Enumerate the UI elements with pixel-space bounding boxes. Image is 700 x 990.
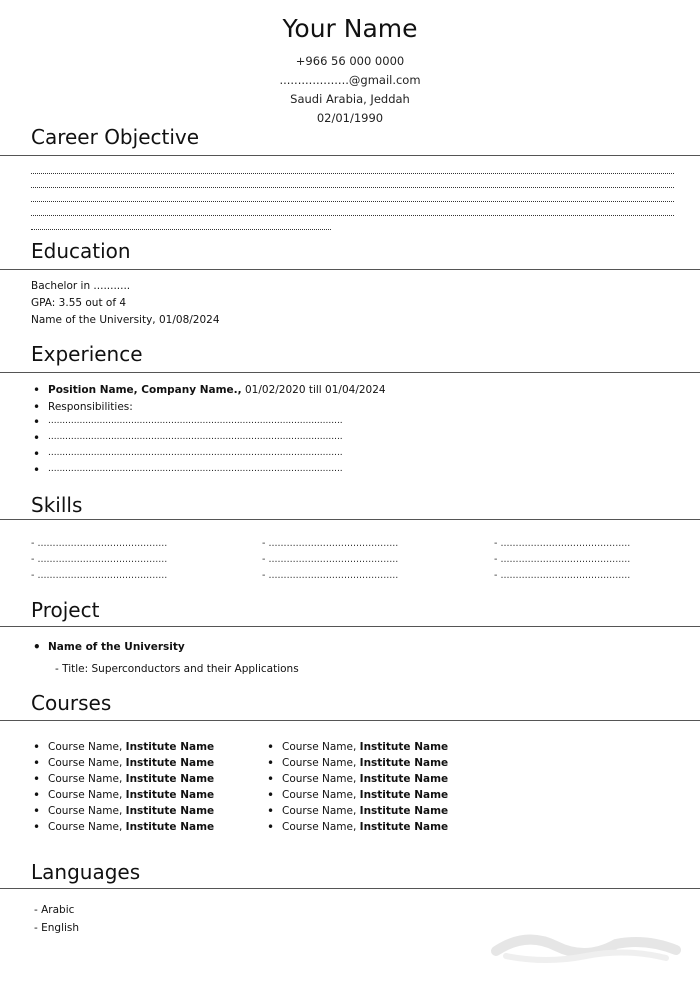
- section-divider: [0, 372, 700, 373]
- skill-item: - ...........................................: [494, 570, 631, 581]
- institute-name: Institute Name: [125, 757, 215, 769]
- course-item: [48, 757, 214, 769]
- course-name: Course Name,: [282, 821, 360, 833]
- institute-name: Institute Name: [125, 805, 215, 817]
- responsibility-item: • .......................................................................................................: [48, 464, 343, 474]
- location: Saudi Arabia, Jeddah: [290, 92, 410, 106]
- course-item: [282, 789, 448, 801]
- institute-name: Institute Name: [359, 805, 449, 817]
- section-divider: [0, 888, 700, 889]
- skill-item: - ...........................................: [31, 554, 168, 565]
- skill-item: - ...........................................: [494, 538, 631, 549]
- course-item: [48, 805, 214, 817]
- section-title-education: Education: [31, 239, 131, 263]
- institute-name: Institute Name: [359, 773, 449, 785]
- section-divider: [0, 269, 700, 270]
- objective-dotted-line: [31, 173, 674, 174]
- course-name: Course Name,: [282, 773, 360, 785]
- project-name: • Name of the University: [48, 641, 185, 653]
- experience-position: [48, 384, 386, 396]
- course-name: Course Name,: [282, 789, 360, 801]
- course-name: Course Name,: [48, 789, 126, 801]
- section-title-languages: Languages: [31, 860, 141, 884]
- section-title-courses: Courses: [31, 691, 112, 715]
- skill-item: - ...........................................: [262, 554, 399, 565]
- responsibility-item: • .......................................................................................................: [48, 448, 343, 458]
- institute-name: Institute Name: [125, 821, 215, 833]
- section-divider: [0, 519, 700, 520]
- course-name: Course Name,: [48, 757, 126, 769]
- language-item: - Arabic: [34, 904, 75, 916]
- objective-dotted-line: [31, 215, 674, 216]
- responsibility-item: • .......................................................................................................: [48, 432, 343, 442]
- course-item: [48, 741, 214, 753]
- institute-name: Institute Name: [125, 789, 215, 801]
- skill-item: - ...........................................: [262, 538, 399, 549]
- institute-name: Institute Name: [125, 773, 215, 785]
- course-item: [282, 773, 448, 785]
- section-divider: [0, 626, 700, 627]
- course-name: Course Name,: [48, 821, 126, 833]
- education-university: Name of the University, 01/08/2024: [31, 314, 220, 326]
- course-name: Course Name,: [282, 805, 360, 817]
- section-divider: [0, 720, 700, 721]
- education-gpa: GPA: 3.55 out of 4: [31, 297, 127, 309]
- course-item: [282, 741, 448, 753]
- course-name: Course Name,: [48, 773, 126, 785]
- course-item: [282, 805, 448, 817]
- course-item: [48, 773, 214, 785]
- skill-item: - ...........................................: [31, 570, 168, 581]
- course-name: Course Name,: [48, 741, 126, 753]
- section-title-project: Project: [31, 598, 100, 622]
- language-item: - English: [34, 922, 80, 934]
- project-title: - Title: Superconductors and their Applications: [55, 663, 299, 675]
- watermark-logo: [486, 916, 686, 976]
- section-title-experience: Experience: [31, 342, 143, 366]
- section-divider: [0, 155, 700, 156]
- course-name: Course Name,: [282, 757, 360, 769]
- phone-number: +966 56 000 0000: [295, 54, 405, 68]
- institute-name: Institute Name: [359, 821, 449, 833]
- birth-date: 02/01/1990: [316, 111, 384, 125]
- course-item: [48, 789, 214, 801]
- institute-name: Institute Name: [359, 789, 449, 801]
- responsibility-item: • .......................................................................................................: [48, 416, 343, 426]
- skill-item: - ...........................................: [31, 538, 168, 549]
- course-name: Course Name,: [282, 741, 360, 753]
- haraj-logo-icon: [486, 916, 686, 966]
- section-title-career-objective: Career Objective: [31, 125, 200, 149]
- responsibilities-label: • Responsibilities:: [48, 401, 133, 413]
- education-degree: Bachelor in ...........: [31, 280, 131, 292]
- objective-dotted-line: [31, 201, 674, 202]
- institute-name: Institute Name: [359, 757, 449, 769]
- email-address: ...................@gmail.com: [279, 73, 421, 87]
- course-item: [282, 757, 448, 769]
- position-company: Position Name, Company Name.,: [48, 384, 242, 396]
- objective-dotted-line: [31, 187, 674, 188]
- skill-item: - ...........................................: [262, 570, 399, 581]
- position-dates: 01/02/2020 till 01/04/2024: [241, 384, 386, 396]
- institute-name: Institute Name: [125, 741, 215, 753]
- objective-dotted-line: [31, 229, 331, 230]
- section-title-skills: Skills: [31, 493, 83, 517]
- course-item: [282, 821, 448, 833]
- course-name: Course Name,: [48, 805, 126, 817]
- skill-item: - ...........................................: [494, 554, 631, 565]
- resume-name: Your Name: [282, 14, 418, 43]
- institute-name: Institute Name: [359, 741, 449, 753]
- course-item: [48, 821, 214, 833]
